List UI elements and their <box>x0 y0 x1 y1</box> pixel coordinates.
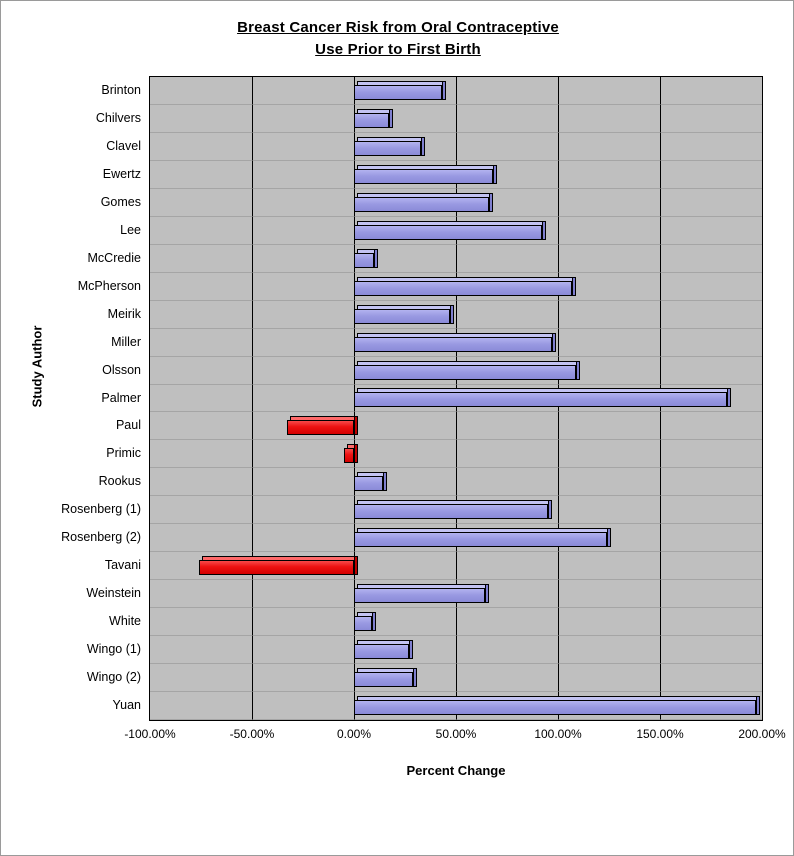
bar-side-face <box>354 556 358 575</box>
y-axis-tick-label: Wingo (2) <box>86 670 141 685</box>
bar-side-face <box>485 584 489 603</box>
bar-side-face <box>421 137 425 156</box>
bar-miller <box>354 337 552 352</box>
y-axis-tick-label: Miller <box>111 334 141 349</box>
bar-top-face <box>357 640 412 644</box>
bar-wingo-1 <box>354 644 409 659</box>
chart-row <box>150 440 762 468</box>
chart-row <box>150 133 762 161</box>
bar-top-face <box>357 668 416 672</box>
bar-rookus <box>354 476 383 491</box>
bar-side-face <box>354 416 358 435</box>
chart-row <box>150 385 762 413</box>
y-axis-tick-label: McCredie <box>87 250 141 265</box>
bar-side-face <box>442 81 446 100</box>
y-axis-tick-label: Clavel <box>106 138 141 153</box>
bar-paul <box>287 420 354 435</box>
y-axis-tick-label: Palmer <box>101 390 141 405</box>
bar-gomes <box>354 197 489 212</box>
y-axis-tick-label: Rosenberg (2) <box>61 530 141 545</box>
bar-primic <box>344 448 354 463</box>
plot-area <box>149 76 763 721</box>
y-axis-tick-label: Rosenberg (1) <box>61 502 141 517</box>
chart-row <box>150 524 762 552</box>
bar-side-face <box>548 500 552 519</box>
y-axis-tick-label: Paul <box>115 418 141 433</box>
chart-row <box>150 552 762 580</box>
bar-palmer <box>354 392 727 407</box>
bar-top-face <box>357 333 555 337</box>
bar-top-face <box>357 277 575 281</box>
bar-ewertz <box>354 169 493 184</box>
bar-top-face <box>357 81 445 85</box>
bar-side-face <box>756 696 760 715</box>
bar-side-face <box>576 361 580 380</box>
bar-mcpherson <box>354 281 572 296</box>
chart-row <box>150 217 762 245</box>
bar-top-face <box>290 416 357 420</box>
bar-mccredie <box>354 253 374 268</box>
bar-top-face <box>357 221 545 225</box>
bar-tavani <box>199 560 354 575</box>
y-axis-tick-label: Gomes <box>100 194 141 209</box>
bar-top-face <box>357 388 730 392</box>
bar-top-face <box>202 556 357 560</box>
y-axis-tick-label: Brinton <box>101 82 141 97</box>
bar-side-face <box>450 305 454 324</box>
y-axis-title: Study Author <box>29 325 45 408</box>
x-axis-tick-label: -100.00% <box>124 727 176 741</box>
chart-row <box>150 664 762 692</box>
x-axis-tick-label: 200.00% <box>738 727 786 741</box>
y-axis-tick-label: White <box>109 614 141 629</box>
bar-side-face <box>493 165 497 184</box>
bar-top-face <box>357 500 551 504</box>
chart-row <box>150 496 762 524</box>
bar-side-face <box>607 528 611 547</box>
chart-row <box>150 161 762 189</box>
bar-side-face <box>383 472 387 491</box>
chart-row <box>150 468 762 496</box>
bar-side-face <box>727 388 731 407</box>
bar-side-face <box>413 668 417 687</box>
chart-row <box>150 105 762 133</box>
bar-side-face <box>552 333 556 352</box>
bar-side-face <box>572 277 576 296</box>
y-axis-tick-label: Primic <box>106 446 141 461</box>
bar-wingo-2 <box>354 672 413 687</box>
y-axis-tick-label: Lee <box>120 222 141 237</box>
bar-top-face <box>357 165 496 169</box>
chart-row <box>150 357 762 385</box>
chart-title-line-1: Breast Cancer Risk from Oral Contraceptive <box>237 19 559 36</box>
bar-olsson <box>354 365 576 380</box>
x-axis-tick-label: 150.00% <box>636 727 684 741</box>
x-axis-title: Percent Change <box>406 763 506 778</box>
bar-top-face <box>357 528 610 532</box>
bar-side-face <box>372 612 376 631</box>
chart-row <box>150 245 762 273</box>
bar-top-face <box>357 696 759 700</box>
bar-top-face <box>357 193 492 197</box>
bar-side-face <box>389 109 393 128</box>
chart-row <box>150 636 762 664</box>
y-axis-tick-label: Wingo (1) <box>86 642 141 657</box>
bar-side-face <box>542 221 546 240</box>
bar-side-face <box>354 444 358 463</box>
y-axis-tick-label: Meirik <box>107 306 141 321</box>
chart-row <box>150 412 762 440</box>
chart-title <box>1 17 794 61</box>
bar-top-face <box>357 137 424 141</box>
bar-clavel <box>354 141 421 156</box>
chart-row <box>150 77 762 105</box>
bar-top-face <box>357 305 453 309</box>
bar-weinstein <box>354 588 485 603</box>
y-axis-tick-label: Rookus <box>98 474 141 489</box>
chart-row <box>150 608 762 636</box>
chart-row <box>150 273 762 301</box>
gridline-200 <box>762 77 763 720</box>
y-axis-tick-label: Tavani <box>104 558 141 573</box>
bar-side-face <box>489 193 493 212</box>
bar-lee <box>354 225 542 240</box>
chart-row <box>150 329 762 357</box>
bar-side-face <box>374 249 378 268</box>
chart-row <box>150 692 762 720</box>
y-axis-tick-label: Weinstein <box>86 586 141 601</box>
bar-top-face <box>357 472 386 476</box>
bar-white <box>354 616 372 631</box>
bar-top-face <box>357 361 579 365</box>
row-separator <box>150 719 762 720</box>
x-axis-tick-label: 0.00% <box>336 727 372 741</box>
bar-rosenberg-1 <box>354 504 548 519</box>
bar-top-face <box>357 584 488 588</box>
y-axis-tick-label: McPherson <box>77 278 141 293</box>
x-axis-tick-label: 100.00% <box>534 727 582 741</box>
chart-row <box>150 580 762 608</box>
bar-rosenberg-2 <box>354 532 607 547</box>
bar-chilvers <box>354 113 389 128</box>
bar-brinton <box>354 85 442 100</box>
y-axis-tick-label: Chilvers <box>95 110 141 125</box>
x-axis-tick-label: 50.00% <box>435 727 477 741</box>
y-axis-tick-label: Olsson <box>102 362 141 377</box>
chart-row <box>150 189 762 217</box>
chart-row <box>150 301 762 329</box>
y-axis-tick-label: Yuan <box>112 698 141 713</box>
bar-yuan <box>354 700 756 715</box>
chart-title-line-2: Use Prior to First Birth <box>315 41 481 58</box>
bar-side-face <box>409 640 413 659</box>
bar-meirik <box>354 309 450 324</box>
bar-top-face <box>357 109 392 113</box>
x-axis-tick-label: -50.00% <box>229 727 275 741</box>
y-axis-tick-label: Ewertz <box>102 166 141 181</box>
